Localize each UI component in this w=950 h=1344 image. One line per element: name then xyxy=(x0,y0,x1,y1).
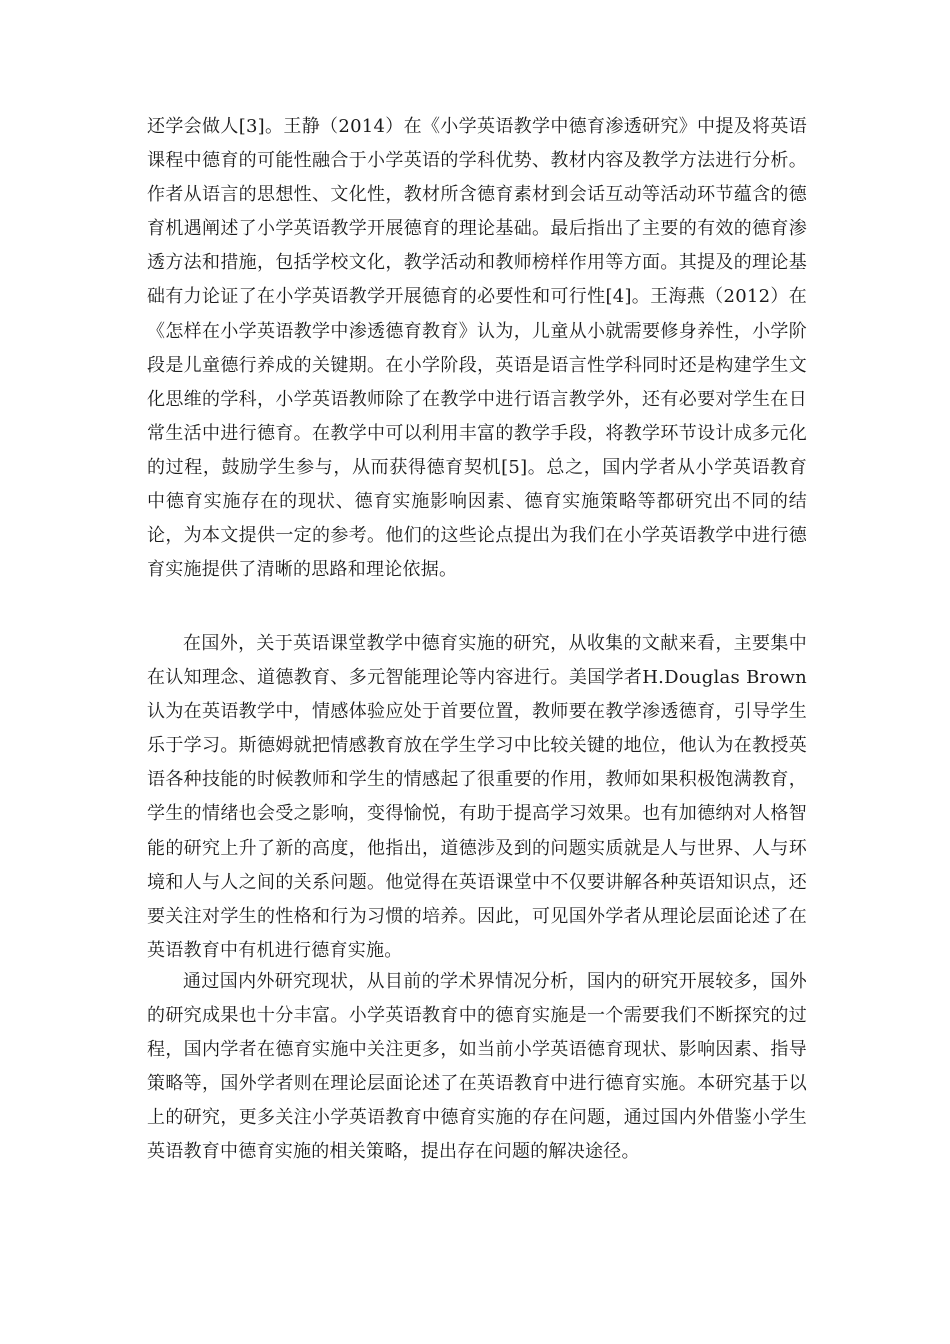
paragraph-research-summary: 通过国内外研究现状，从目前的学术界情况分析，国内的研究开展较多，国外的研究成果也十分丰富。小学英语教育中的德育实施是一个需要我们不断探究的过程，国内学者在德育实施中关注更多，如当前小学英语德育现状、影响因素、指导策略等，国外学者则在理论层面论述了在英语教育中进行德育实施。本研究基于以上的研究，更多关注小学英语教育中德育实施的存在问题，通过国内外借鉴小学生英语教育中德育实施的相关策略，提出存在问题的解决途径。 xyxy=(147,971,807,1163)
paragraph-foreign-research: 在国外，关于英语课堂教学中德育实施的研究，从收集的文献来看，主要集中在认知理念、道德教育、多元智能理论等内容进行。美国学者H.Douglas Brown 认为在英语教学中，情感体验应处于首要位置，教师要在教学渗透德育，引导学生乐于学习。斯德姆就把情感教育放在学生学习中比较关键的地位，他认为在教授英语各种技能的时候教师和学生的情感起了很重要的作用，教师如果积极饱满教育，学生的情绪也会受之影响，变得愉悦，有助于提高学习效果。也有加德纳对人格智能的研究上升了新的高度，他指出，道德涉及到的问题实质就是人与世界、人与环境和人与人之间的关系问题。他觉得在英语课堂中不仅要讲解各种英语知识点，还要关注对学生的性格和行为习惯的培养。因此，可见国外学者从理论层面论述了在英语教育中有机进行德育实施。 xyxy=(147,633,807,961)
paragraph-domestic-research: 还学会做人[3]。王静（2014）在《小学英语教学中德育渗透研究》中提及将英语课程中德育的可能性融合于小学英语的学科优势、教材内容及教学方法进行分析。作者从语言的思想性、文化性，教材所含德育素材到会话互动等活动环节蕴含的德育机遇阐述了小学英语教学开展德育的理论基础。最后指出了主要的有效的德育渗透方法和措施，包括学校文化，教学活动和教师榜样作用等方面。其提及的理论基础有力论证了在小学英语教学开展德育的必要性和可行性[4]。王海燕（2012）在《怎样在小学英语教学中渗透德育教育》认为，儿童从小就需要修身养性，小学阶段是儿童德行养成的关键期。在小学阶段，英语是语言性学科同时还是构建学生文化思维的学科，小学英语教师除了在教学中进行语言教学外，还有必要对学生在日常生活中进行德育。在教学中可以利用丰富的教学手段，将教学环节设计成多元化的过程，鼓励学生参与，从而获得德育契机[5]。总之，国内学者从小学英语教育中德育实施存在的现状、德育实施影响因素、德育实施策略等都研究出不同的结论，为本文提供一定的参考。他们的这些论点提出为我们在小学英语教学中进行德育实施提供了清晰的思路和理论依据。 xyxy=(147,116,807,581)
